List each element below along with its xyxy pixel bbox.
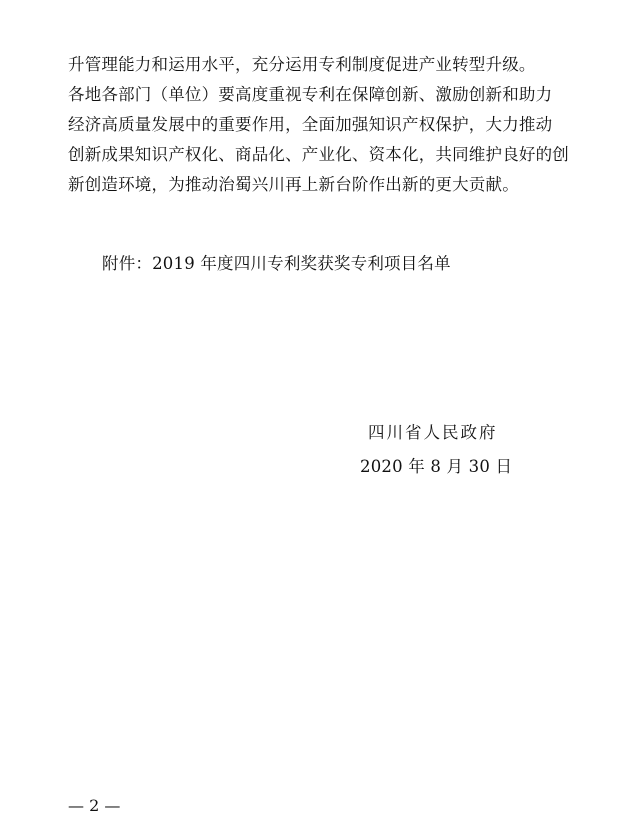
issue-date: 2020 年 8 月 30 日 [360,457,513,476]
body-line: 经济高质量发展中的重要作用，全面加强知识产权保护，大力推动 [68,115,553,134]
body-line: 各地各部门（单位）要高度重视专利在保障创新、激励创新和助力 [68,85,553,104]
attachment-line: 附件：2019 年度四川专利奖获奖专利项目名单 [102,254,451,273]
body-line: 创新成果知识产权化、商品化、产业化、资本化，共同维护良好的创 [68,145,569,164]
body-paragraph [68,50,568,200]
page-number: — 2 — [68,796,121,815]
body-line: 新创造环境，为推动治蜀兴川再上新台阶作出新的更大贡献。 [68,175,519,194]
issuing-authority: 四川省人民政府 [368,423,498,442]
body-line: 升管理能力和运用水平，充分运用专利制度促进产业转型升级。 [68,55,536,74]
